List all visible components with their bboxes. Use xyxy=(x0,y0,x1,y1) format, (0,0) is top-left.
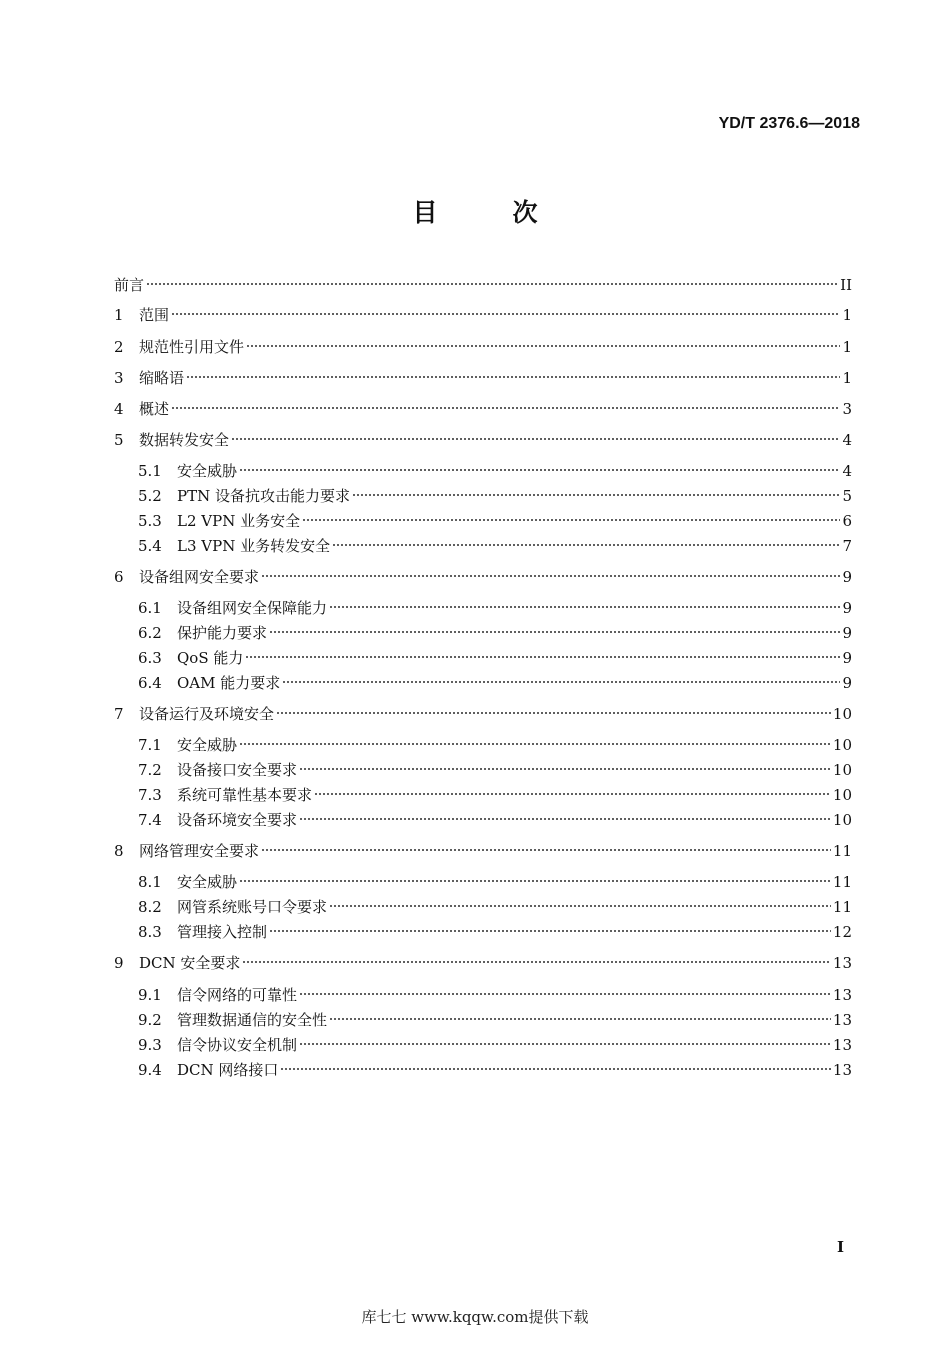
toc-entry-page: 3 xyxy=(842,400,852,418)
dot-leader xyxy=(352,493,840,497)
toc-entry-number: 7.3 xyxy=(138,786,162,804)
toc-entry-page: 9 xyxy=(842,674,852,692)
toc-entry-title: 范围 xyxy=(139,306,170,324)
dot-leader xyxy=(269,630,840,634)
page-title: 目 次 xyxy=(412,198,563,227)
dot-leader xyxy=(246,344,840,348)
dot-leader xyxy=(302,518,840,522)
toc-entry-page: 10 xyxy=(832,761,852,779)
toc-entry-page: 4 xyxy=(842,462,852,480)
toc-subentry[interactable] xyxy=(138,622,852,644)
toc-entry-title: DCN 网络接口 xyxy=(177,1061,279,1079)
toc-entry-title: 信令协议安全机制 xyxy=(177,1036,298,1054)
toc-entry-page: 11 xyxy=(832,842,852,860)
toc-entry-title: 设备组网安全要求 xyxy=(139,568,260,586)
toc-entry-title: DCN 安全要求 xyxy=(139,954,241,972)
toc-entry-page: 9 xyxy=(842,624,852,642)
toc-entry[interactable] xyxy=(114,274,852,296)
toc-entry-page: 10 xyxy=(832,705,852,723)
toc-entry[interactable] xyxy=(114,367,852,389)
toc-entry-number: 1 xyxy=(114,306,124,324)
toc-entry-page: 13 xyxy=(832,1061,852,1079)
toc-entry-title: 规范性引用文件 xyxy=(139,338,245,356)
dot-leader xyxy=(231,437,840,441)
toc-subentry[interactable] xyxy=(138,1009,852,1031)
toc-entry-number: 7.1 xyxy=(138,736,162,754)
toc-entry-page: 13 xyxy=(832,954,852,972)
toc-entry-page: 5 xyxy=(842,487,852,505)
toc-entry[interactable] xyxy=(114,398,852,420)
toc-entry-page: 7 xyxy=(842,537,852,555)
toc-entry-page: II xyxy=(840,276,852,294)
dot-leader xyxy=(314,792,831,796)
dot-leader xyxy=(242,960,831,964)
toc-subentry[interactable] xyxy=(138,485,852,507)
toc-entry-page: 1 xyxy=(842,338,852,356)
toc-entry-page: 11 xyxy=(832,898,852,916)
toc-subentry[interactable] xyxy=(138,1059,852,1081)
toc-entry[interactable] xyxy=(114,304,852,326)
toc-subentry[interactable] xyxy=(138,1034,852,1056)
toc-entry-page: 12 xyxy=(832,923,852,941)
toc-entry-number: 7.2 xyxy=(138,761,162,779)
toc-subentry[interactable] xyxy=(138,921,852,943)
toc-entry[interactable] xyxy=(114,840,852,862)
toc-entry-number: 6.1 xyxy=(138,599,162,617)
toc-entry-title: 前言 xyxy=(114,276,145,294)
toc-subentry[interactable] xyxy=(138,597,852,619)
toc-subentry[interactable] xyxy=(138,510,852,532)
toc-entry-number: 2 xyxy=(114,338,124,356)
toc-entry-title: 设备运行及环境安全 xyxy=(139,705,275,723)
toc-entry-page: 6 xyxy=(842,512,852,530)
toc-entry-number: 6 xyxy=(114,568,124,586)
toc-entry[interactable] xyxy=(114,566,852,588)
dot-leader xyxy=(186,375,840,379)
toc-entry-title: 管理数据通信的安全性 xyxy=(177,1011,328,1029)
download-footer: 库七七 www.kqqw.com提供下载 xyxy=(361,1308,589,1326)
toc-entry-title: 缩略语 xyxy=(139,369,185,387)
dot-leader xyxy=(239,468,840,472)
toc-entry-number: 8.2 xyxy=(138,898,162,916)
toc-entry-title: 设备接口安全要求 xyxy=(177,761,298,779)
toc-entry-number: 8.3 xyxy=(138,923,162,941)
toc-entry-number: 5 xyxy=(114,431,124,449)
dot-leader xyxy=(171,312,840,316)
dot-leader xyxy=(261,574,840,578)
toc-entry-number: 5.2 xyxy=(138,487,162,505)
toc-entry-number: 5.1 xyxy=(138,462,162,480)
toc-entry-title: 概述 xyxy=(139,400,170,418)
toc-entry-page: 9 xyxy=(842,649,852,667)
toc-entry-page: 9 xyxy=(842,599,852,617)
toc-entry[interactable] xyxy=(114,336,852,358)
toc-entry-title: PTN 设备抗攻击能力要求 xyxy=(177,487,350,505)
toc-entry-number: 3 xyxy=(114,369,124,387)
toc-entry-number: 6.3 xyxy=(138,649,162,667)
toc-entry-number: 9.3 xyxy=(138,1036,162,1054)
toc-entry-number: 9.4 xyxy=(138,1061,162,1079)
toc-entry-number: 9.2 xyxy=(138,1011,162,1029)
toc-entry-title: 网管系统账号口令要求 xyxy=(177,898,328,916)
toc-entry-page: 11 xyxy=(832,873,852,891)
toc-entry-page: 10 xyxy=(832,786,852,804)
dot-leader xyxy=(299,992,831,996)
toc-entry-page: 13 xyxy=(832,1011,852,1029)
toc-entry-title: 安全威胁 xyxy=(177,462,238,480)
dot-leader xyxy=(332,543,840,547)
toc-entry-title: OAM 能力要求 xyxy=(177,674,281,692)
toc-entry-number: 5.3 xyxy=(138,512,162,530)
toc-subentry[interactable] xyxy=(138,984,852,1006)
toc-entry-number: 7.4 xyxy=(138,811,162,829)
toc-entry-title: 安全威胁 xyxy=(177,873,238,891)
dot-leader xyxy=(329,605,840,609)
toc-entry-title: 管理接入控制 xyxy=(177,923,268,941)
document-code: YD/T 2376.6—2018 xyxy=(718,115,860,132)
toc-subentry[interactable] xyxy=(138,809,852,831)
toc-entry-title: 设备组网安全保障能力 xyxy=(177,599,328,617)
toc-entry[interactable] xyxy=(114,952,852,974)
toc-entry-page: 13 xyxy=(832,986,852,1004)
toc-entry-title: QoS 能力 xyxy=(177,649,244,667)
dot-leader xyxy=(280,1067,831,1071)
dot-leader xyxy=(276,711,831,715)
toc-entry-number: 9.1 xyxy=(138,986,162,1004)
dot-leader xyxy=(299,1042,831,1046)
toc-entry-title: 保护能力要求 xyxy=(177,624,268,642)
toc-entry-page: 10 xyxy=(832,736,852,754)
toc-entry-title: 数据转发安全 xyxy=(139,431,230,449)
toc-subentry[interactable] xyxy=(138,871,852,893)
toc-entry[interactable] xyxy=(114,703,852,725)
page-number: I xyxy=(836,1238,844,1256)
toc-entry-number: 8 xyxy=(114,842,124,860)
dot-leader xyxy=(239,879,831,883)
toc-entry-number: 6.2 xyxy=(138,624,162,642)
toc-entry-title: 设备环境安全要求 xyxy=(177,811,298,829)
dot-leader xyxy=(329,904,831,908)
toc-entry-page: 1 xyxy=(842,306,852,324)
toc-entry-title: 网络管理安全要求 xyxy=(139,842,260,860)
toc-entry-number: 8.1 xyxy=(138,873,162,891)
toc-subentry[interactable] xyxy=(138,759,852,781)
toc-entry-title: 信令网络的可靠性 xyxy=(177,986,298,1004)
toc-entry-number: 4 xyxy=(114,400,124,418)
toc-entry-number: 6.4 xyxy=(138,674,162,692)
toc-subentry[interactable] xyxy=(138,896,852,918)
dot-leader xyxy=(299,817,831,821)
toc-subentry[interactable] xyxy=(138,460,852,482)
toc-entry-title: 安全威胁 xyxy=(177,736,238,754)
toc-entry-page: 1 xyxy=(842,369,852,387)
toc-entry-number: 9 xyxy=(114,954,124,972)
dot-leader xyxy=(329,1017,831,1021)
dot-leader xyxy=(146,282,838,286)
dot-leader xyxy=(171,406,840,410)
toc-entry-page: 9 xyxy=(842,568,852,586)
toc-entry-title: L2 VPN 业务安全 xyxy=(177,512,301,530)
toc-subentry[interactable] xyxy=(138,734,852,756)
dot-leader xyxy=(245,655,840,659)
dot-leader xyxy=(261,848,831,852)
toc-subentry[interactable] xyxy=(138,535,852,557)
toc-entry-page: 10 xyxy=(832,811,852,829)
toc-entry-title: L3 VPN 业务转发安全 xyxy=(177,537,331,555)
toc-entry-number: 5.4 xyxy=(138,537,162,555)
dot-leader xyxy=(282,680,840,684)
toc-subentry[interactable] xyxy=(138,647,852,669)
toc-subentry[interactable] xyxy=(138,784,852,806)
dot-leader xyxy=(239,742,831,746)
toc-subentry[interactable] xyxy=(138,672,852,694)
toc-entry-page: 4 xyxy=(842,431,852,449)
toc-entry-title: 系统可靠性基本要求 xyxy=(177,786,313,804)
toc-entry[interactable] xyxy=(114,429,852,451)
toc-entry-page: 13 xyxy=(832,1036,852,1054)
dot-leader xyxy=(299,767,831,771)
toc-entry-number: 7 xyxy=(114,705,124,723)
dot-leader xyxy=(269,929,831,933)
